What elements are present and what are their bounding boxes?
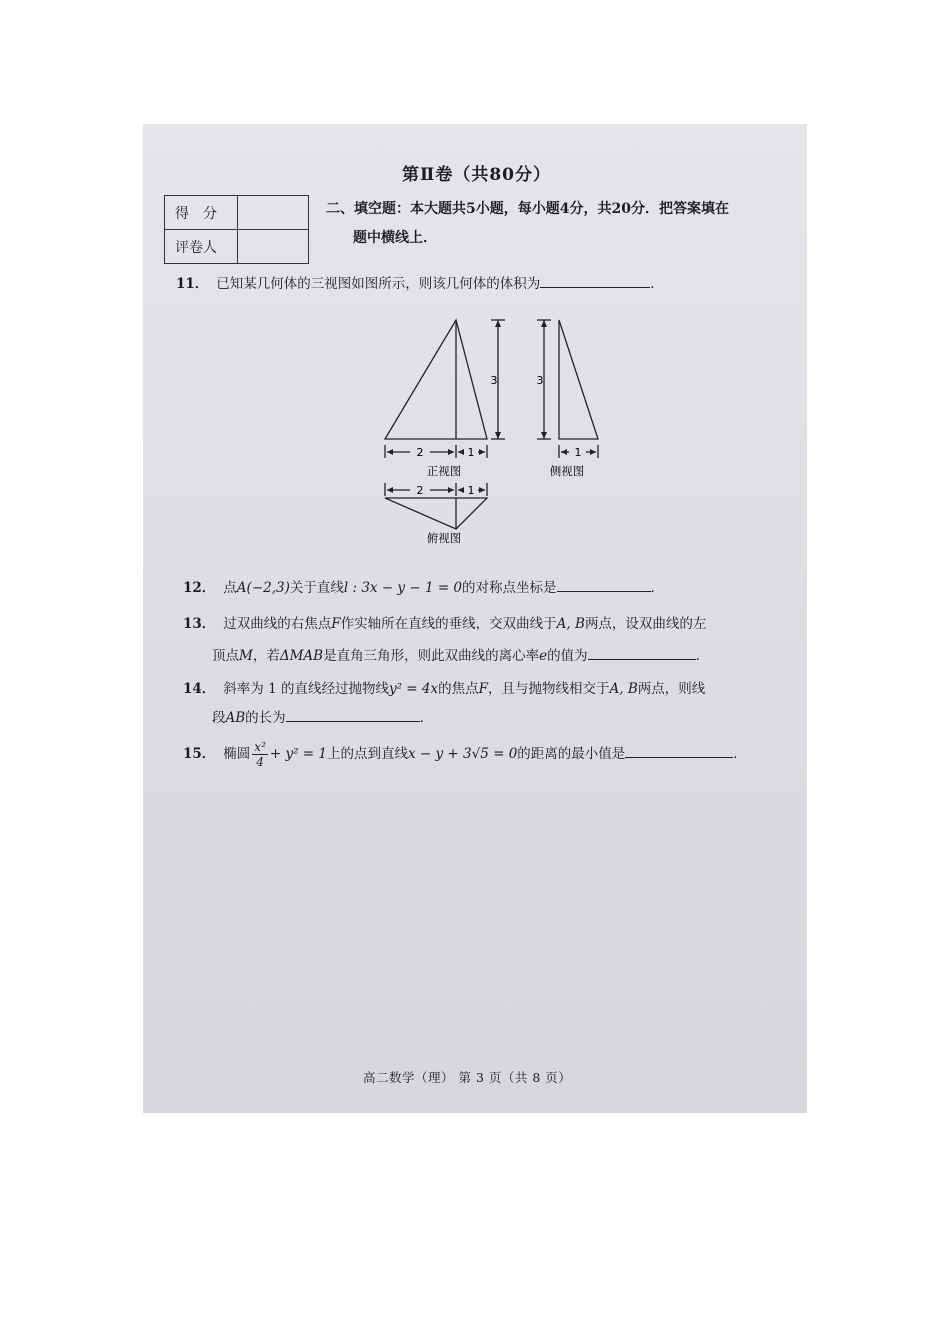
q13-text: 过双曲线的右焦点	[223, 616, 332, 632]
q13-eccentricity: e	[539, 648, 548, 664]
q13-vertex: M	[239, 648, 253, 664]
side-view-triangle	[559, 320, 598, 439]
question-text: 已知某几何体的三视图如图所示，则该几何体的体积为	[216, 276, 541, 292]
question-end: ．	[695, 648, 710, 664]
answer-blank[interactable]	[625, 743, 733, 758]
top-view-label: 俯视图	[426, 531, 462, 545]
score-box	[164, 195, 309, 264]
q13-text: 两点，设双曲线的左	[584, 616, 707, 632]
q13-text: 作实轴所在直线的垂线，交双曲线于	[340, 616, 557, 632]
q14-text: 段	[212, 710, 226, 726]
dim-side-1: 1	[574, 446, 582, 459]
answer-blank[interactable]	[540, 273, 650, 288]
grader-blank	[238, 230, 309, 264]
question-11	[176, 272, 664, 292]
q12-post: 的对称点坐标是	[462, 580, 557, 596]
question-14-line1	[183, 677, 705, 697]
answer-blank[interactable]	[588, 645, 696, 660]
top-view-triangle	[385, 498, 487, 529]
section-title: 第Ⅱ卷（共80分）	[402, 165, 551, 185]
dim-top-1: 1	[467, 484, 475, 497]
page-footer: 高二数学（理） 第 3 页（共 8 页）	[363, 1070, 572, 1085]
q14-text: ，且与抛物线相交于	[487, 681, 610, 697]
question-number: 14．	[183, 681, 216, 697]
dim-front-2: 2	[416, 446, 424, 459]
side-view-label: 侧视图	[549, 464, 585, 478]
answer-blank[interactable]	[286, 707, 420, 722]
q13-text: 的值为	[547, 648, 588, 664]
question-end: ．	[650, 276, 664, 292]
dim-height-front: 3	[490, 374, 498, 387]
q12-line: l : 3x − y − 1 = 0	[343, 580, 463, 596]
question-number: 15．	[183, 746, 216, 762]
q14-text: 的焦点	[438, 681, 479, 697]
q14-text: 斜率为 1 的直线经过抛物线	[223, 681, 389, 697]
question-13-line2	[212, 644, 709, 664]
question-number: 11．	[176, 276, 209, 292]
q13-points: A, B	[556, 616, 585, 632]
q12-point: A(−2,3)	[236, 580, 290, 596]
q13-text: 是直角三角形，则此双曲线的离心率	[323, 648, 540, 664]
section-heading-line1: 二、填空题：本大题共5小题，每小题4分，共20分．把答案填在	[326, 201, 729, 217]
question-end: ．	[733, 746, 747, 762]
q13-text: ，若	[252, 648, 280, 664]
q15-ellipse: + y² = 1	[269, 746, 327, 762]
question-number: 13．	[183, 616, 216, 632]
grader-label: 评卷人	[165, 230, 238, 264]
q15-text: 的距离的最小值是	[517, 746, 626, 762]
front-view-triangle	[385, 320, 487, 439]
question-14-line2	[212, 706, 433, 726]
q14-text: 的长为	[245, 710, 286, 726]
dim-top-2: 2	[416, 484, 424, 497]
answer-blank[interactable]	[557, 577, 651, 592]
question-end: ．	[419, 710, 434, 726]
fraction-denominator: 4	[256, 755, 264, 769]
q13-triangle: ΔMAB	[279, 648, 324, 664]
fraction-numerator: x²	[254, 740, 266, 754]
q14-parabola: y² = 4x	[388, 681, 439, 697]
q13-text: 顶点	[212, 648, 239, 664]
question-number: 12．	[183, 580, 216, 596]
section-heading-line2: 题中横线上．	[353, 230, 437, 246]
score-label: 得 分	[165, 196, 238, 230]
q12-pre: 点	[223, 580, 237, 596]
q15-line: x − y + 3√5 = 0	[408, 746, 518, 762]
q14-text: 两点，则线	[637, 681, 706, 697]
q15-text: 上的点到直线	[327, 746, 408, 762]
question-15	[183, 740, 747, 769]
question-12	[183, 576, 664, 596]
score-blank	[238, 196, 309, 230]
q13-focus: F	[331, 616, 341, 632]
q15-text: 椭圆	[223, 746, 251, 762]
dim-front-1: 1	[467, 446, 475, 459]
q14-points: A, B	[609, 681, 638, 697]
question-end: ．	[650, 580, 665, 596]
q14-segment: AB	[225, 710, 246, 726]
dim-height-side: 3	[536, 374, 544, 387]
q15-fraction	[252, 740, 268, 769]
q12-mid: 关于直线	[289, 580, 344, 596]
front-view-label: 正视图	[426, 464, 462, 478]
question-13-line1	[183, 612, 706, 632]
three-view-figure	[370, 312, 620, 552]
q14-focus: F	[478, 681, 488, 697]
